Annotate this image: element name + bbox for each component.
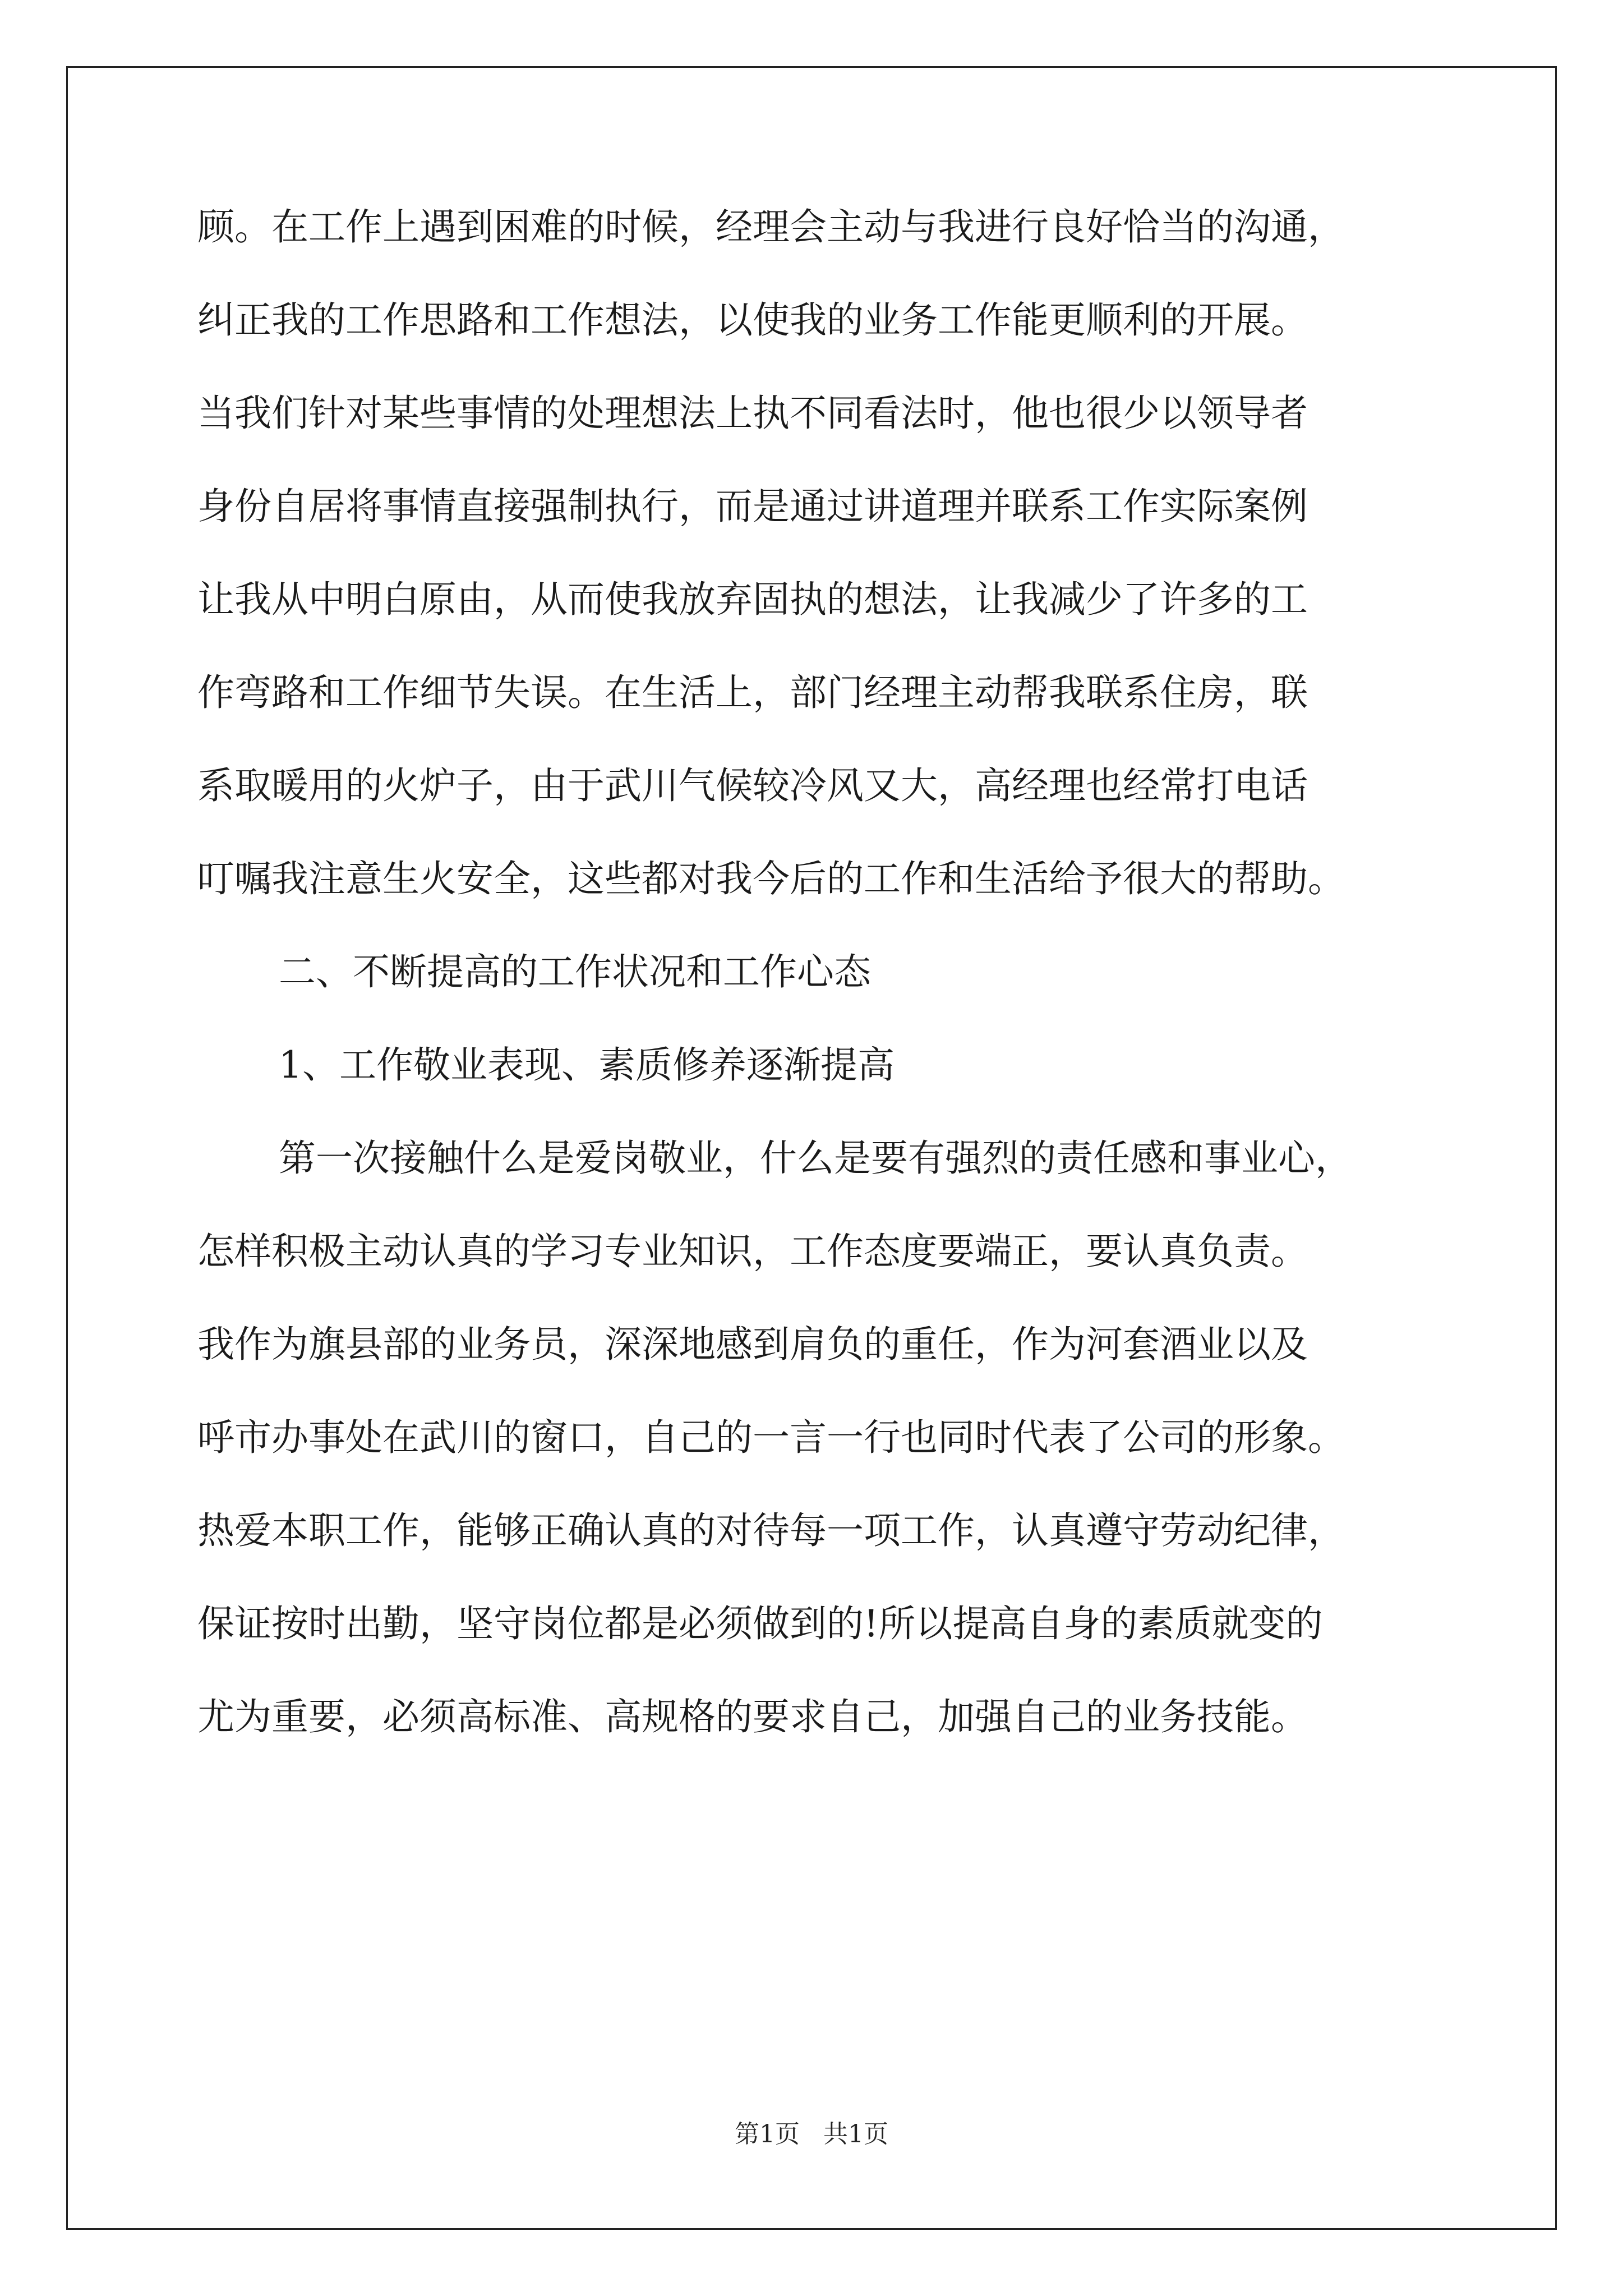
document-body bbox=[197, 194, 1454, 1777]
subsection-heading: 1、工作敬业表现、素质修养逐渐提高 bbox=[279, 1043, 895, 1087]
paragraph-line: 系取暖用的火炉子，由于武川气候较冷风又大，高经理也经常打电话 bbox=[197, 764, 1308, 807]
paragraph-line: 呼市办事处在武川的窗口，自己的一言一行也同时代表了公司的形象。 bbox=[197, 1416, 1345, 1459]
paragraph-line: 尤为重要，必须高标准、高规格的要求自己，加强自己的业务技能。 bbox=[197, 1695, 1308, 1738]
paragraph-line: 叮嘱我注意生火安全，这些都对我今后的工作和生活给予很大的帮助。 bbox=[197, 857, 1345, 900]
paragraph-line: 让我从中明白原由，从而使我放弃固执的想法，让我减少了许多的工 bbox=[197, 578, 1308, 621]
page-total: 共1页 bbox=[823, 2120, 888, 2148]
paragraph-line: 当我们针对某些事情的处理想法上执不同看法时，他也很少以领导者 bbox=[197, 392, 1308, 435]
section-heading: 二、不断提高的工作状况和工作心态 bbox=[279, 950, 871, 993]
page-footer bbox=[0, 2118, 1623, 2151]
paragraph-line: 热爱本职工作，能够正确认真的对待每一项工作，认真遵守劳动纪律， bbox=[197, 1509, 1345, 1552]
paragraph-line: 第一次接触什么是爱岗敬业，什么是要有强烈的责任感和事业心， bbox=[279, 1137, 1352, 1180]
paragraph-line: 保证按时出勤，坚守岗位都是必须做到的!所以提高自身的素质就变的 bbox=[197, 1602, 1323, 1645]
paragraph-line: 怎样积极主动认真的学习专业知识，工作态度要端正，要认真负责。 bbox=[197, 1230, 1308, 1273]
paragraph-line: 顾。在工作上遇到困难的时候，经理会主动与我进行良好恰当的沟通， bbox=[197, 205, 1345, 249]
paragraph-line: 作弯路和工作细节失误。在生活上，部门经理主动帮我联系住房，联 bbox=[197, 671, 1308, 714]
page-number: 第1页 bbox=[735, 2120, 800, 2148]
paragraph-line: 我作为旗县部的业务员，深深地感到肩负的重任，作为河套酒业以及 bbox=[197, 1323, 1308, 1366]
paragraph-line: 纠正我的工作思路和工作想法，以使我的业务工作能更顺利的开展。 bbox=[197, 298, 1308, 342]
paragraph-line: 身份自居将事情直接强制执行，而是通过讲道理并联系工作实际案例 bbox=[197, 485, 1308, 528]
